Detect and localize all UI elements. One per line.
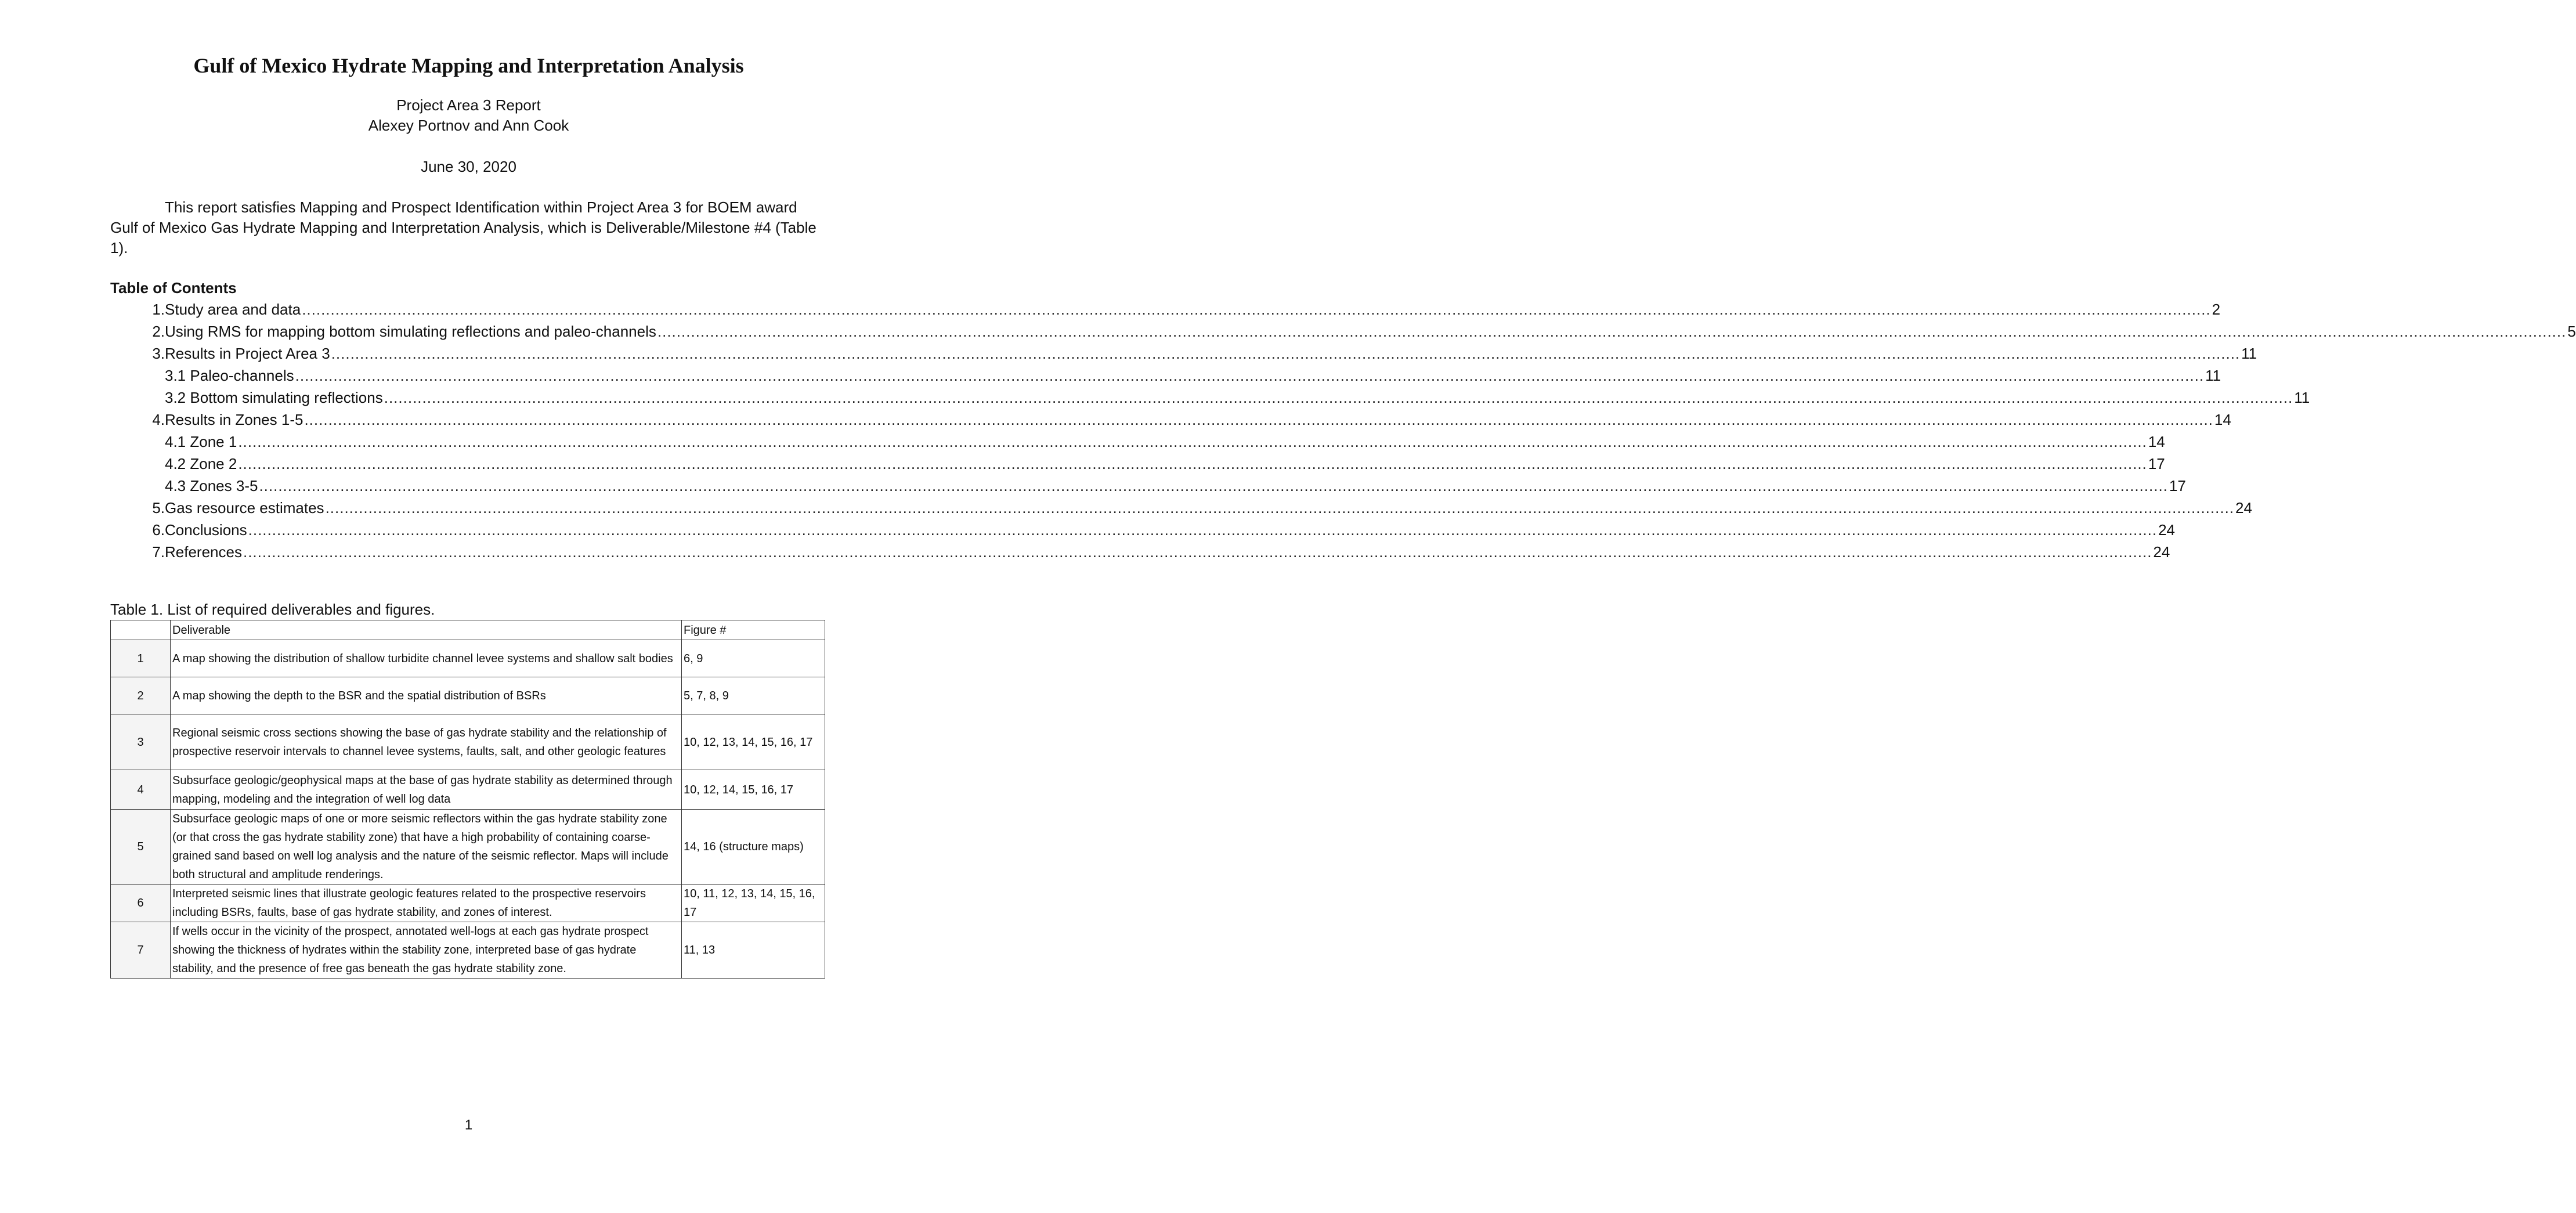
toc-entry-number: 6. xyxy=(152,521,165,539)
table-row xyxy=(111,677,825,714)
toc-entry-page: 11 xyxy=(2241,345,2257,362)
intro-text: This report satisfies Mapping and Prospect Identification within Project Area 3 for BOEM award Gulf of Mexico Gas Hydrate Mapping and Interpretation Analysis, which is Deliverable/Milestone #4 (Table 1). xyxy=(110,198,816,257)
toc-entry-number: 4. xyxy=(152,411,165,428)
toc-entry[interactable] xyxy=(110,433,2165,454)
row-number-cell: 6 xyxy=(111,885,171,922)
row-figure-cell: 14, 16 (structure maps) xyxy=(682,810,825,885)
toc-leader-dots: ................................................................................................................................................................................................................................................................................................................................................................................................................ xyxy=(238,433,2147,450)
toc-leader-dots: ................................................................................................................................................................................................................................................................................................................................................................................................................ xyxy=(248,521,2158,539)
row-deliverable-cell: Interpreted seismic lines that illustrate geologic features related to the prospective reservoirs including BSRs, faults, base of gas hydrate stability, and zones of interest. xyxy=(171,885,682,922)
toc-entry[interactable] xyxy=(110,455,2165,476)
toc-entry-page: 14 xyxy=(2148,433,2165,450)
toc-leader-dots: ................................................................................................................................................................................................................................................................................................................................................................................................................ xyxy=(304,411,2213,428)
row-deliverable-cell: Subsurface geologic maps of one or more seismic reflectors within the gas hydrate stability zone (or that cross the gas hydrate stability zone) that have a high probability of containing coarse-grained sand based on well log analysis and the nature of the seismic reflector. Maps will include both structural and amplitude renderings. xyxy=(171,810,682,885)
document-title: Gulf of Mexico Hydrate Mapping and Interpretation Analysis xyxy=(193,54,744,77)
table-row xyxy=(111,885,825,922)
toc-entry-title: 4.2 Zone 2 xyxy=(165,455,237,472)
toc-entry-page: 17 xyxy=(2169,477,2186,494)
row-figure-cell: 10, 12, 14, 15, 16, 17 xyxy=(682,770,825,810)
toc-leader-dots: ................................................................................................................................................................................................................................................................................................................................................................................................................ xyxy=(384,389,2293,406)
toc-entry-page: 2 xyxy=(2212,301,2221,318)
toc-leader-dots: ................................................................................................................................................................................................................................................................................................................................................................................................................ xyxy=(657,323,2567,340)
toc-entry[interactable] xyxy=(110,499,2252,520)
toc-entry-title: 3.2 Bottom simulating reflections xyxy=(165,389,383,406)
toc-entry[interactable] xyxy=(110,389,2310,410)
table-row xyxy=(111,770,825,810)
toc-entry-number: 5. xyxy=(152,499,165,517)
toc-entry-page: 11 xyxy=(2205,367,2221,384)
header-figure-cell: Figure # xyxy=(682,620,825,640)
row-deliverable-cell: A map showing the depth to the BSR and the spatial distribution of BSRs xyxy=(171,677,682,714)
toc-entry-number: 3. xyxy=(152,345,165,362)
toc-entry-title: Gas resource estimates xyxy=(165,499,324,517)
row-number-cell: 7 xyxy=(111,922,171,979)
row-deliverable-cell: If wells occur in the vicinity of the prospect, annotated well-logs at each gas hydrate prospect showing the thickness of hydrates within the stability zone, interpreted base of gas hydrate stability, and the presence of free gas beneath the gas hydrate stability zone. xyxy=(171,922,682,979)
toc-leader-dots: ................................................................................................................................................................................................................................................................................................................................................................................................................ xyxy=(325,499,2235,517)
toc-leader-dots: ................................................................................................................................................................................................................................................................................................................................................................................................................ xyxy=(238,455,2147,472)
toc-entry-title: Using RMS for mapping bottom simulating reflections and paleo-channels xyxy=(165,323,656,340)
toc-entry[interactable] xyxy=(110,323,2576,344)
toc-entry-title: Conclusions xyxy=(165,521,247,539)
table-row xyxy=(111,640,825,677)
toc-entry[interactable] xyxy=(110,411,2231,432)
page-number: 1 xyxy=(464,1117,473,1133)
toc-heading: Table of Contents xyxy=(110,279,237,297)
row-deliverable-cell: Regional seismic cross sections showing the base of gas hydrate stability and the relationship of prospective reservoir intervals to channel levee systems, faults, salt, and other geologic features xyxy=(171,714,682,770)
toc-entry-title: Results in Project Area 3 xyxy=(165,345,330,362)
header-number-cell xyxy=(111,620,171,640)
row-figure-cell: 10, 12, 13, 14, 15, 16, 17 xyxy=(682,714,825,770)
table-row xyxy=(111,714,825,770)
report-authors: Alexey Portnov and Ann Cook xyxy=(368,117,569,134)
table-row xyxy=(111,922,825,979)
row-number-cell: 1 xyxy=(111,640,171,677)
toc-leader-dots: ................................................................................................................................................................................................................................................................................................................................................................................................................ xyxy=(243,543,2152,561)
toc-entry-title: References xyxy=(165,543,242,561)
toc-entry-page: 17 xyxy=(2148,455,2165,472)
report-subtitle: Project Area 3 Report xyxy=(396,96,541,114)
toc-entry-number: 7. xyxy=(152,543,165,561)
row-number-cell: 5 xyxy=(111,810,171,885)
toc-leader-dots: ................................................................................................................................................................................................................................................................................................................................................................................................................ xyxy=(331,345,2241,362)
row-deliverable-cell: Subsurface geologic/geophysical maps at the base of gas hydrate stability as determined through mapping, modeling and the integration of well log data xyxy=(171,770,682,810)
toc-entry-page: 24 xyxy=(2153,543,2170,561)
row-number-cell: 4 xyxy=(111,770,171,810)
intro-paragraph xyxy=(110,197,824,258)
report-date: June 30, 2020 xyxy=(421,158,516,175)
toc-entry-title: Results in Zones 1-5 xyxy=(165,411,304,428)
row-figure-cell: 5, 7, 8, 9 xyxy=(682,677,825,714)
toc-entry-title: 3.1 Paleo-channels xyxy=(165,367,294,384)
table-row xyxy=(111,810,825,885)
toc-entry[interactable] xyxy=(110,521,2176,542)
toc-entry-page: 24 xyxy=(2158,521,2176,539)
row-number-cell: 3 xyxy=(111,714,171,770)
toc-entry-page: 11 xyxy=(2294,389,2310,406)
toc-entry-number: 1. xyxy=(152,301,165,318)
toc-entry-number: 2. xyxy=(152,323,165,340)
toc-entry[interactable] xyxy=(110,477,2186,498)
toc-leader-dots: ................................................................................................................................................................................................................................................................................................................................................................................................................ xyxy=(302,301,2211,318)
toc-entry-title: Study area and data xyxy=(165,301,301,318)
toc-entry[interactable] xyxy=(110,345,2257,366)
row-figure-cell: 10, 11, 12, 13, 14, 15, 16, 17 xyxy=(682,885,825,922)
toc-entry[interactable] xyxy=(110,301,2221,322)
row-deliverable-cell: A map showing the distribution of shallow turbidite channel levee systems and shallow salt bodies xyxy=(171,640,682,677)
table-header-row xyxy=(111,620,825,640)
toc-entry-page: 5 xyxy=(2567,323,2576,340)
table-caption: Table 1. List of required deliverables and figures. xyxy=(110,601,435,618)
row-figure-cell: 11, 13 xyxy=(682,922,825,979)
toc-entry-page: 14 xyxy=(2214,411,2231,428)
toc-leader-dots: ................................................................................................................................................................................................................................................................................................................................................................................................................ xyxy=(259,477,2168,494)
toc-leader-dots: ................................................................................................................................................................................................................................................................................................................................................................................................................ xyxy=(295,367,2205,384)
row-figure-cell: 6, 9 xyxy=(682,640,825,677)
toc-entry[interactable] xyxy=(110,367,2221,388)
header-deliverable-cell: Deliverable xyxy=(171,620,682,640)
toc-entry-title: 4.3 Zones 3-5 xyxy=(165,477,258,494)
toc-entry[interactable] xyxy=(110,543,2170,564)
toc-entry-page: 24 xyxy=(2235,499,2252,517)
deliverables-table xyxy=(110,620,825,979)
row-number-cell: 2 xyxy=(111,677,171,714)
toc-entry-title: 4.1 Zone 1 xyxy=(165,433,237,450)
